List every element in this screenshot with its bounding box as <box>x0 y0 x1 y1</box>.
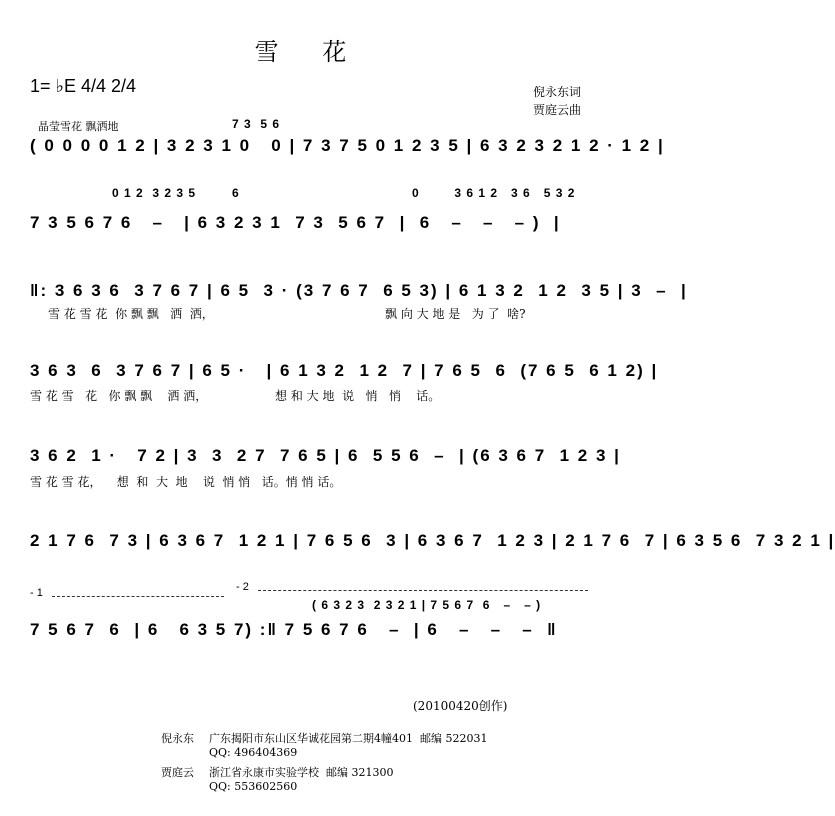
lyricist-credit: 倪永东词 <box>532 85 581 99</box>
lyric-line: 雪 花 雪 花， 想 和 大 地 说 悄 悄 话。悄 悄 话。 <box>30 475 342 489</box>
footer-qq: QQ: 553602560 <box>209 780 298 793</box>
volta-1-label: - 1 <box>30 587 43 599</box>
upper-notes: 0 1 2 3 2 3 5 <box>112 186 197 200</box>
upper-notes: 7 3 5 6 <box>232 117 281 131</box>
music-line: 3 6 3 6 3 7 6 7 | 6 5 · | 6 1 3 2 1 2 7 | 7 6 5 6 (7 6 5 6 1 2) | <box>30 361 659 380</box>
volta-1-bracket <box>52 596 224 597</box>
composer-credit: 贾庭云曲 <box>532 103 581 117</box>
lyric-line: 飘 向 大 地 是 为 了 啥? <box>385 307 526 321</box>
composition-date: (20100420创作) <box>413 699 508 713</box>
footer-qq: QQ: 496404369 <box>209 746 298 759</box>
upper-notes: 0 3 6 1 2 3 6 5 3 2 <box>412 186 576 200</box>
key-signature: 1= ♭E 4/4 2/4 <box>30 76 137 96</box>
upper-notes: 6 <box>232 186 240 200</box>
lyric-line: 想 和 大 地 说 悄 悄 话。 <box>275 389 441 403</box>
music-line: 7 5 6 7 6 | 6 6 3 5 7) :‖ 7 5 6 7 6 – | 6 – – – ‖ <box>30 620 558 639</box>
lyric-line: 雪 花 雪 花 你 飘 飘 洒 洒， <box>30 389 208 403</box>
music-line: ( 0 0 0 0 1 2 | 3 2 3 1 0 0 | 7 3 7 5 0 1 2 3 5 | 6 3 2 3 2 1 2 · 1 2 | <box>30 136 665 155</box>
lyric-line: 雪 花 雪 花 你 飘 飘 洒 洒， <box>48 307 214 321</box>
footer-name: 贾庭云 <box>161 766 194 779</box>
footer-name: 倪永东 <box>161 732 194 745</box>
upper-notes: ( 6 3 2 3 2 3 2 1 | 7 5 6 7 6 – – ) <box>312 598 542 612</box>
music-line: 3 6 2 1 · 7 2 | 3 3 2 7 7 6 5 | 6 5 5 6 – | (6 3 6 7 1 2 3 | <box>30 446 621 465</box>
volta-2-label: - 2 <box>236 581 249 593</box>
footer-address: 广东揭阳市东山区华诚花园第二期4幢401 邮编 522031 <box>209 732 488 745</box>
music-line: ‖: 3 6 3 6 3 7 6 7 | 6 5 3 · (3 7 6 7 6 5 3) | 6 1 3 2 1 2 3 5 | 3 – | <box>30 281 688 300</box>
page-title: 雪 花 <box>254 38 365 66</box>
music-line: 2 1 7 6 7 3 | 6 3 6 7 1 2 1 | 7 6 5 6 3 | 6 3 6 7 1 2 3 | 2 1 7 6 7 | 6 3 5 6 7 3 2 1 | <box>30 531 835 550</box>
footer-address: 浙江省永康市实验学校 邮编 321300 <box>209 766 394 779</box>
volta-2-bracket <box>258 590 588 591</box>
pre-lyric: 晶莹雪花 飘洒地 <box>38 120 119 133</box>
music-line: 7 3 5 6 7 6 – | 6 3 2 3 1 7 3 5 6 7 | 6 – – – ) | <box>30 213 561 232</box>
